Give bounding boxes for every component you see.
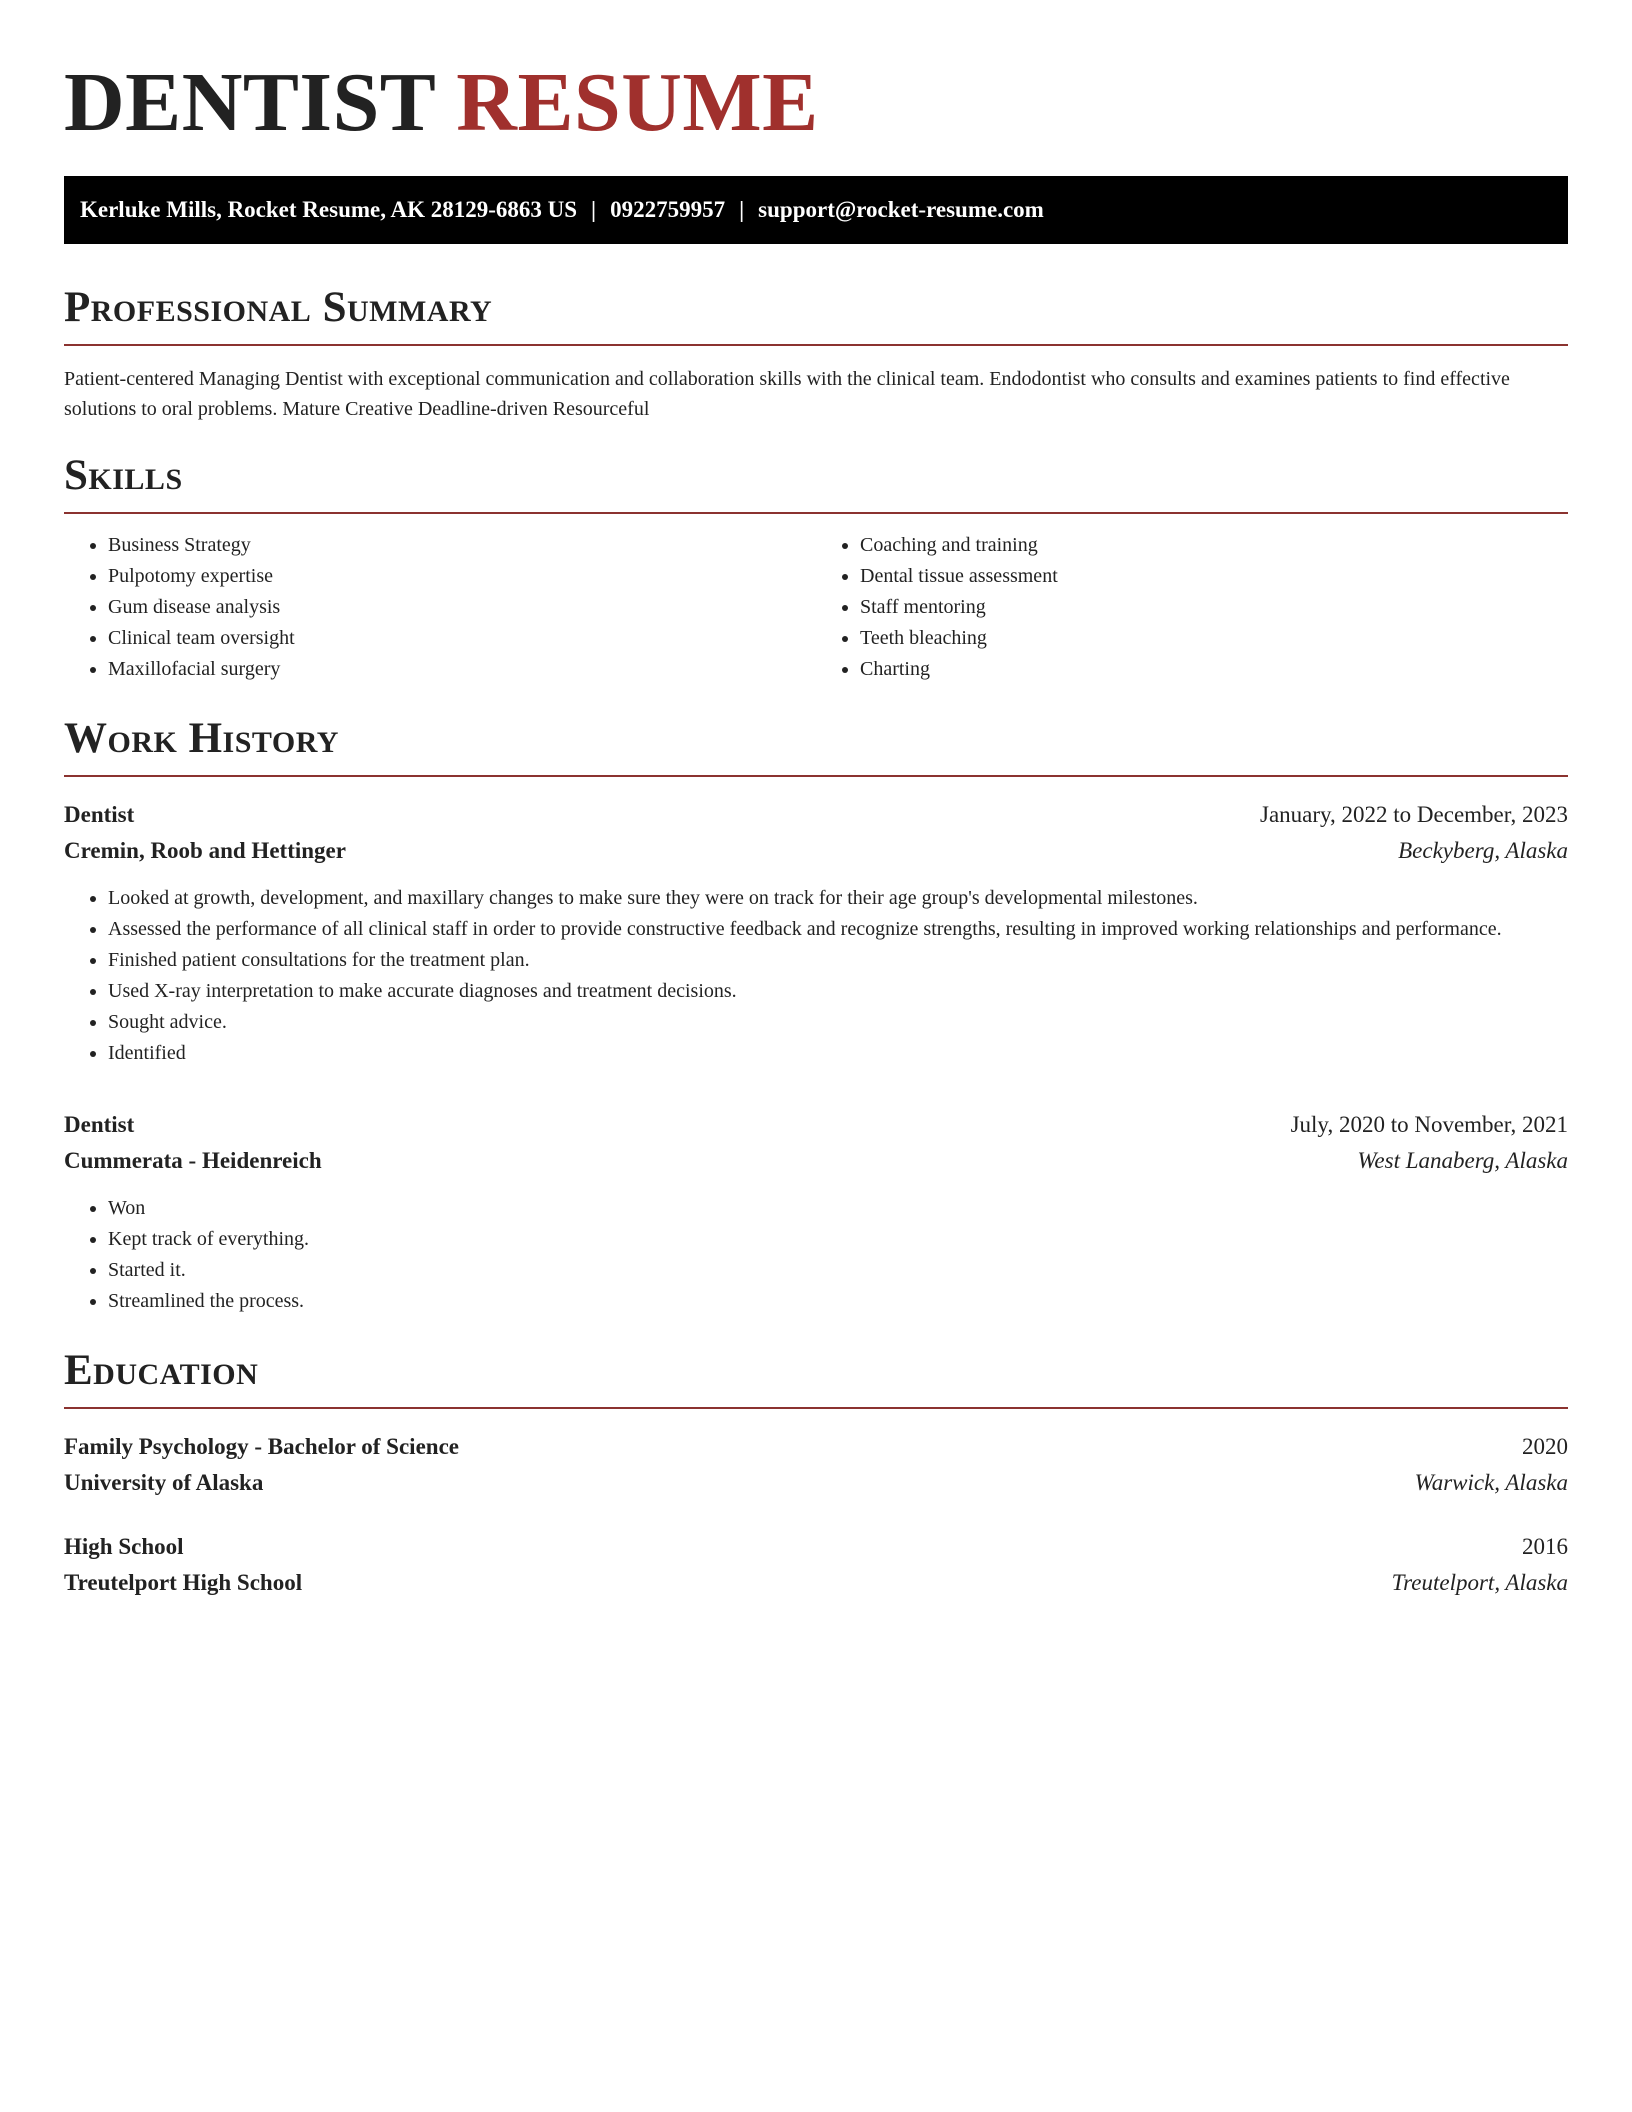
job-entry xyxy=(64,1107,1568,1317)
job-duty: • Kept track of everything. xyxy=(108,1224,1568,1255)
skill-item: • Coaching and training xyxy=(860,530,1568,561)
title-part-resume: RESUME xyxy=(456,56,819,149)
job-duty: • Used X-ray interpretation to make accurate diagnoses and treatment decisions. xyxy=(108,976,1568,1007)
job-duty: • Finished patient consultations for the treatment plan. xyxy=(108,945,1568,976)
job-company: Cremin, Roob and Hettinger xyxy=(64,838,346,863)
education-school-row xyxy=(64,1465,1568,1501)
education-degree-row xyxy=(64,1429,1568,1465)
job-entry xyxy=(64,797,1568,1069)
education-degree: Family Psychology - Bachelor of Science xyxy=(64,1434,459,1459)
job-company: Cummerata - Heidenreich xyxy=(64,1148,322,1173)
title-part-profession: DENTIST xyxy=(64,56,435,149)
job-duty: • Won xyxy=(108,1193,1568,1224)
education-year: 2016 xyxy=(1522,1534,1568,1559)
summary-heading: Professional Summary xyxy=(64,282,1568,346)
skill-item: • Maxillofacial surgery xyxy=(108,654,816,685)
job-duties xyxy=(64,1193,1568,1317)
skill-item: • Business Strategy xyxy=(108,530,816,561)
job-duty: • Started it. xyxy=(108,1255,1568,1286)
job-company-row xyxy=(64,1143,1568,1179)
job-duty: • Looked at growth, development, and maxillary changes to make sure they were on track for their age group's developmental milestones. xyxy=(108,883,1568,914)
contact-separator: | xyxy=(739,197,745,222)
summary-text: Patient-centered Managing Dentist with exceptional communication and collaboration skills with the clinical team. Endodontist who consults and examines patients to find effective solutions to oral problems. Mature Creative Deadline-driven Resourceful xyxy=(64,368,1510,420)
contact-separator: | xyxy=(591,197,597,222)
education-school: Treutelport High School xyxy=(64,1570,303,1595)
job-duty: • Streamlined the process. xyxy=(108,1286,1568,1317)
job-location: West Lanaberg, Alaska xyxy=(1357,1148,1568,1173)
education-location: Warwick, Alaska xyxy=(1414,1470,1568,1495)
job-duty: • Assessed the performance of all clinical staff in order to provide constructive feedback and recognize strengths, resulting in improved working relationships and performance. xyxy=(108,914,1568,945)
contact-phone: 0922759957 xyxy=(610,197,726,222)
skill-item: • Dental tissue assessment xyxy=(860,561,1568,592)
job-company-row xyxy=(64,833,1568,869)
skills-heading: Skills xyxy=(64,450,1568,514)
job-duties xyxy=(64,883,1568,1069)
skill-item: • Pulpotomy expertise xyxy=(108,561,816,592)
education-entry xyxy=(64,1529,1568,1601)
education-entry xyxy=(64,1429,1568,1501)
skills-column-right xyxy=(816,530,1568,685)
job-dates: January, 2022 to December, 2023 xyxy=(1260,802,1568,827)
job-dates: July, 2020 to November, 2021 xyxy=(1290,1112,1568,1137)
work-history-heading: Work History xyxy=(64,713,1568,777)
job-title: Dentist xyxy=(64,802,135,827)
job-location: Beckyberg, Alaska xyxy=(1398,838,1568,863)
skill-item: • Staff mentoring xyxy=(860,592,1568,623)
contact-email: support@rocket-resume.com xyxy=(758,197,1044,222)
education-degree: High School xyxy=(64,1534,184,1559)
job-title: Dentist xyxy=(64,1112,135,1137)
skill-item: • Teeth bleaching xyxy=(860,623,1568,654)
skill-item: • Charting xyxy=(860,654,1568,685)
job-duty: • Sought advice. xyxy=(108,1007,1568,1038)
education-year: 2020 xyxy=(1522,1434,1568,1459)
contact-address: Kerluke Mills, Rocket Resume, AK 28129-6863 US xyxy=(80,197,578,222)
skill-item: • Gum disease analysis xyxy=(108,592,816,623)
education-heading: Education xyxy=(64,1345,1568,1409)
resume-title xyxy=(64,0,1568,152)
job-duty: • Identified xyxy=(108,1038,1568,1069)
resume-page xyxy=(64,0,1568,1601)
skill-item: • Clinical team oversight xyxy=(108,623,816,654)
education-school-row xyxy=(64,1565,1568,1601)
skills-list xyxy=(64,530,1568,685)
contact-bar xyxy=(64,176,1568,244)
education-location: Treutelport, Alaska xyxy=(1391,1570,1568,1595)
education-degree-row xyxy=(64,1529,1568,1565)
skills-column-left xyxy=(64,530,816,685)
education-school: University of Alaska xyxy=(64,1470,264,1495)
job-title-row xyxy=(64,1107,1568,1143)
job-title-row xyxy=(64,797,1568,833)
